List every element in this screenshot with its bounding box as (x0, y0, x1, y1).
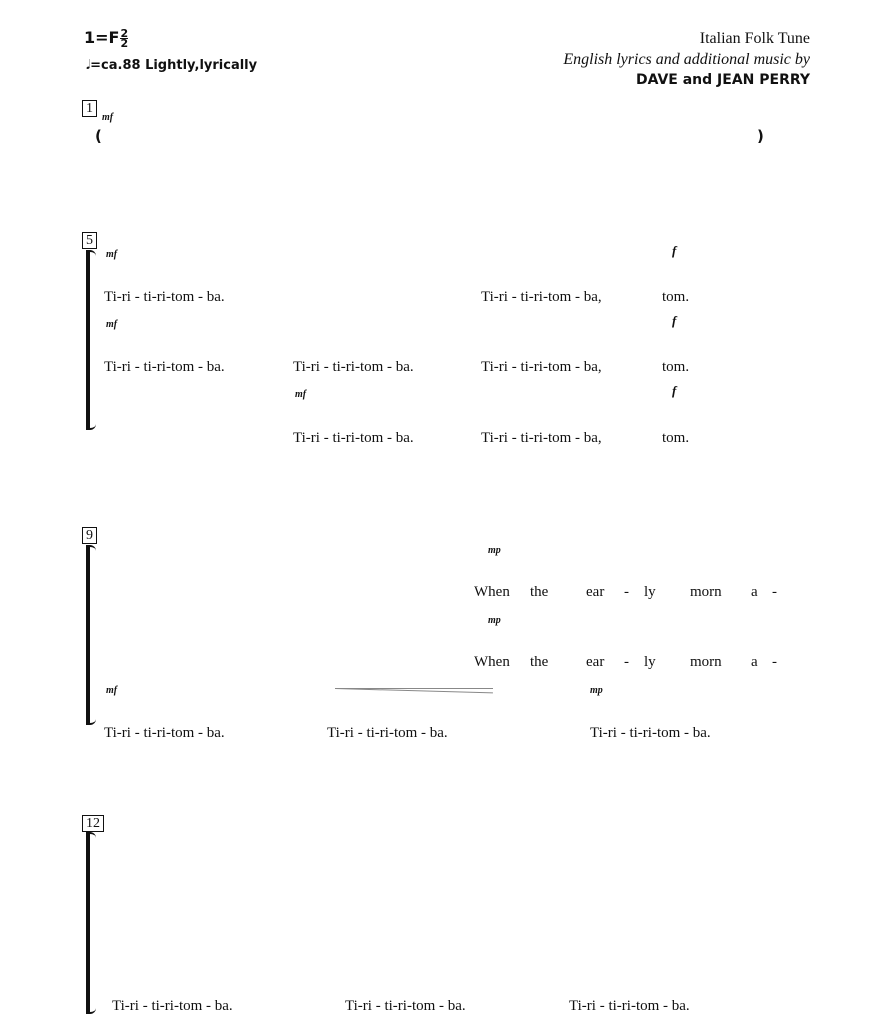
credit-source: Italian Folk Tune (699, 30, 810, 47)
lyric-word: ly (644, 654, 656, 670)
lyric-line: Ti-ri - ti-ri-tom - ba, (481, 359, 602, 375)
lyric-word: a (751, 584, 758, 600)
lyric-word: ear (586, 584, 605, 600)
credits (563, 28, 810, 91)
dynamic-f: f (672, 243, 677, 258)
lyric-line: Ti-ri - ti-ri-tom - ba. (112, 998, 233, 1014)
credit-lyrics: English lyrics and additional music by (563, 51, 810, 68)
dynamic-mp: mp (590, 685, 603, 696)
paren-open: ( (95, 127, 102, 145)
lyric-line: Ti-ri - ti-ri-tom - ba. (327, 725, 448, 741)
lyric-word: the (530, 654, 549, 670)
tempo-marking: 𝅘𝅥=ca.88 Lightly,lyrically (86, 58, 258, 73)
dynamic-mp: mp (488, 615, 501, 626)
lyric-word: morn (690, 584, 722, 600)
lyric-word: morn (690, 654, 722, 670)
dynamic-f: f (672, 313, 677, 328)
dynamic-mp: mp (488, 545, 501, 556)
lyric-line: Ti-ri - ti-ri-tom - ba. (293, 430, 414, 446)
lyric-word: When (474, 584, 510, 600)
lyric-line: tom. (662, 289, 690, 305)
dynamic-mf: mf (106, 249, 118, 260)
measure-number: 9 (82, 527, 97, 544)
dynamic-mf: mf (295, 389, 307, 400)
dynamic-mf: mf (106, 685, 118, 696)
lyric-word: a (751, 654, 758, 670)
half-note-icon: 𝅘𝅥 (86, 58, 91, 73)
key-signature: 1=F $\frac{2}{2}$ (84, 27, 129, 50)
lyric-line: Ti-ri - ti-ri-tom - ba. (590, 725, 711, 741)
dynamic-mf: mf (102, 112, 114, 123)
dynamic-mf: mf (106, 319, 118, 330)
lyric-word: ear (586, 654, 605, 670)
lyric-word: ly (644, 584, 656, 600)
measure-number: 5 (82, 232, 97, 249)
lyric-line: Ti-ri - ti-ri-tom - ba. (104, 725, 225, 741)
system-brace (86, 547, 94, 723)
lyric-line: Ti-ri - ti-ri-tom - ba. (293, 359, 414, 375)
lyric-line: Ti-ri - ti-ri-tom - ba. (104, 359, 225, 375)
meter-bottom: 2 (120, 37, 129, 50)
lyric-word: - (624, 584, 629, 600)
lyric-word: the (530, 584, 549, 600)
system-brace (86, 834, 94, 1012)
lyric-word: - (772, 654, 777, 670)
measure-number: 12 (82, 815, 104, 832)
lyric-word: - (624, 654, 629, 670)
lyric-line: Ti-ri - ti-ri-tom - ba, (481, 430, 602, 446)
lyric-line: Ti-ri - ti-ri-tom - ba, (481, 289, 602, 305)
measure-number: 1 (82, 100, 97, 117)
lyric-line: tom. (662, 359, 690, 375)
dynamic-f: f (672, 383, 677, 398)
lyric-word: - (772, 584, 777, 600)
lyric-word: When (474, 654, 510, 670)
lyric-line: tom. (662, 430, 690, 446)
lyric-line: Ti-ri - ti-ri-tom - ba. (569, 998, 690, 1014)
credit-authors: DAVE and JEAN PERRY (635, 72, 810, 88)
meter-top: 2 (120, 27, 129, 40)
system-brace (86, 252, 94, 428)
paren-close: ) (757, 127, 764, 145)
lyric-line: Ti-ri - ti-ri-tom - ba. (345, 998, 466, 1014)
lyric-line: Ti-ri - ti-ri-tom - ba. (104, 289, 225, 305)
